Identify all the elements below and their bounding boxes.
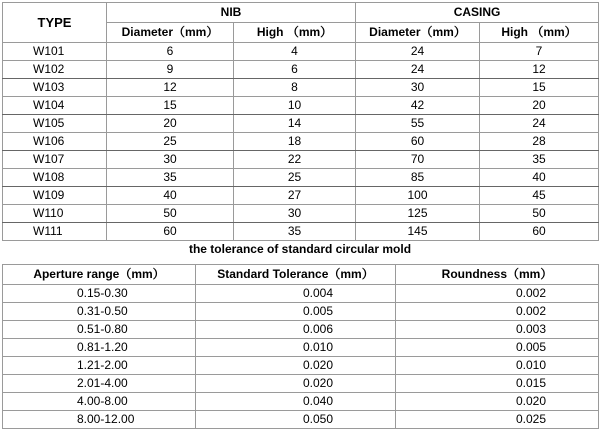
table-cell: 14 xyxy=(234,115,356,133)
table-row xyxy=(3,133,599,151)
table-row xyxy=(3,375,599,393)
table-cell: 125 xyxy=(356,205,480,223)
table-cell: 0.020 xyxy=(196,375,396,393)
table-cell: W104 xyxy=(3,97,107,115)
header-casing: CASING xyxy=(356,3,599,23)
table-cell: 0.015 xyxy=(396,375,599,393)
table-cell: 35 xyxy=(480,151,599,169)
table-cell: 0.002 xyxy=(396,303,599,321)
table-row xyxy=(3,339,599,357)
table-row xyxy=(3,223,599,241)
table-cell: 4.00-8.00 xyxy=(3,393,196,411)
table-row xyxy=(3,151,599,169)
table-cell: 0.81-1.20 xyxy=(3,339,196,357)
table-cell: 10 xyxy=(234,97,356,115)
table-cell: 35 xyxy=(107,169,234,187)
table-cell: 0.020 xyxy=(396,393,599,411)
table-cell: 18 xyxy=(234,133,356,151)
table-cell: 7 xyxy=(480,43,599,61)
table-cell: 40 xyxy=(107,187,234,205)
table-cell: 100 xyxy=(356,187,480,205)
header-type: TYPE xyxy=(3,3,107,43)
table-cell: 8.00-12.00 xyxy=(3,411,196,429)
table-cell: 4 xyxy=(234,43,356,61)
table-cell: 0.004 xyxy=(196,285,396,303)
header-standard-tolerance: Standard Tolerance（mm） xyxy=(196,265,396,285)
table-cell: W107 xyxy=(3,151,107,169)
table-row xyxy=(3,411,599,429)
table-cell: 0.31-0.50 xyxy=(3,303,196,321)
table-cell: 50 xyxy=(480,205,599,223)
table-cell: 0.020 xyxy=(196,357,396,375)
header-aperture-range: Aperture range（mm） xyxy=(3,265,196,285)
table-cell: 0.005 xyxy=(396,339,599,357)
table-cell: W101 xyxy=(3,43,107,61)
table-cell: 60 xyxy=(480,223,599,241)
tolerance-table-body xyxy=(3,285,599,429)
table-cell: 0.003 xyxy=(396,321,599,339)
nib-casing-table xyxy=(2,2,599,241)
table-cell: W108 xyxy=(3,169,107,187)
table-cell: W105 xyxy=(3,115,107,133)
header-nib-high: High （mm） xyxy=(234,23,356,43)
table-row xyxy=(3,321,599,339)
table-cell: 28 xyxy=(480,133,599,151)
table-cell: 50 xyxy=(107,205,234,223)
table-cell: 0.15-0.30 xyxy=(3,285,196,303)
table-cell: 6 xyxy=(107,43,234,61)
table-row xyxy=(3,61,599,79)
table-cell: 24 xyxy=(480,115,599,133)
table-row xyxy=(3,303,599,321)
table-cell: 0.025 xyxy=(396,411,599,429)
header-nib: NIB xyxy=(107,3,356,23)
table-cell: 0.51-0.80 xyxy=(3,321,196,339)
table-cell: W110 xyxy=(3,205,107,223)
table-cell: 20 xyxy=(480,97,599,115)
tolerance-caption: the tolerance of standard circular mold xyxy=(188,242,412,256)
table-row xyxy=(3,357,599,375)
table-cell: 55 xyxy=(356,115,480,133)
table-cell: 40 xyxy=(480,169,599,187)
table-cell: 9 xyxy=(107,61,234,79)
table-cell: W111 xyxy=(3,223,107,241)
table-cell: 0.002 xyxy=(396,285,599,303)
table-row xyxy=(3,169,599,187)
table-cell: 30 xyxy=(356,79,480,97)
header-casing-high: High （mm） xyxy=(480,23,599,43)
table-cell: 0.040 xyxy=(196,393,396,411)
table-cell: 2.01-4.00 xyxy=(3,375,196,393)
table-cell: 24 xyxy=(356,61,480,79)
table-cell: 30 xyxy=(107,151,234,169)
table-cell: 6 xyxy=(234,61,356,79)
table-row xyxy=(3,43,599,61)
table-cell: 24 xyxy=(356,43,480,61)
tolerance-table xyxy=(2,264,599,429)
table-row xyxy=(3,393,599,411)
table-cell: 22 xyxy=(234,151,356,169)
table-cell: 12 xyxy=(480,61,599,79)
nib-table-body xyxy=(3,43,599,241)
table-cell: 1.21-2.00 xyxy=(3,357,196,375)
table-cell: 42 xyxy=(356,97,480,115)
table-cell: 45 xyxy=(480,187,599,205)
table-row xyxy=(3,205,599,223)
table-cell: 70 xyxy=(356,151,480,169)
table-cell: 85 xyxy=(356,169,480,187)
table-cell: 0.006 xyxy=(196,321,396,339)
table-cell: W106 xyxy=(3,133,107,151)
table-cell: 60 xyxy=(107,223,234,241)
table-row xyxy=(3,187,599,205)
table-cell: 145 xyxy=(356,223,480,241)
table-row xyxy=(3,79,599,97)
table-cell: 60 xyxy=(356,133,480,151)
table-row xyxy=(3,285,599,303)
table-cell: 27 xyxy=(234,187,356,205)
table-cell: 35 xyxy=(234,223,356,241)
table-cell: 0.010 xyxy=(396,357,599,375)
table-cell: 0.005 xyxy=(196,303,396,321)
table-cell: W109 xyxy=(3,187,107,205)
table-cell: 12 xyxy=(107,79,234,97)
table-row xyxy=(3,115,599,133)
table-row xyxy=(3,97,599,115)
table-cell: 0.050 xyxy=(196,411,396,429)
table-cell: 15 xyxy=(480,79,599,97)
table-cell: 8 xyxy=(234,79,356,97)
header-casing-diameter: Diameter（mm） xyxy=(356,23,480,43)
table-cell: 30 xyxy=(234,205,356,223)
table-cell: 25 xyxy=(107,133,234,151)
table-cell: 25 xyxy=(234,169,356,187)
table-cell: 0.010 xyxy=(196,339,396,357)
table-cell: 15 xyxy=(107,97,234,115)
header-roundness: Roundness（mm） xyxy=(396,265,599,285)
table-cell: W102 xyxy=(3,61,107,79)
header-nib-diameter: Diameter（mm） xyxy=(107,23,234,43)
table-cell: 20 xyxy=(107,115,234,133)
table-cell: W103 xyxy=(3,79,107,97)
